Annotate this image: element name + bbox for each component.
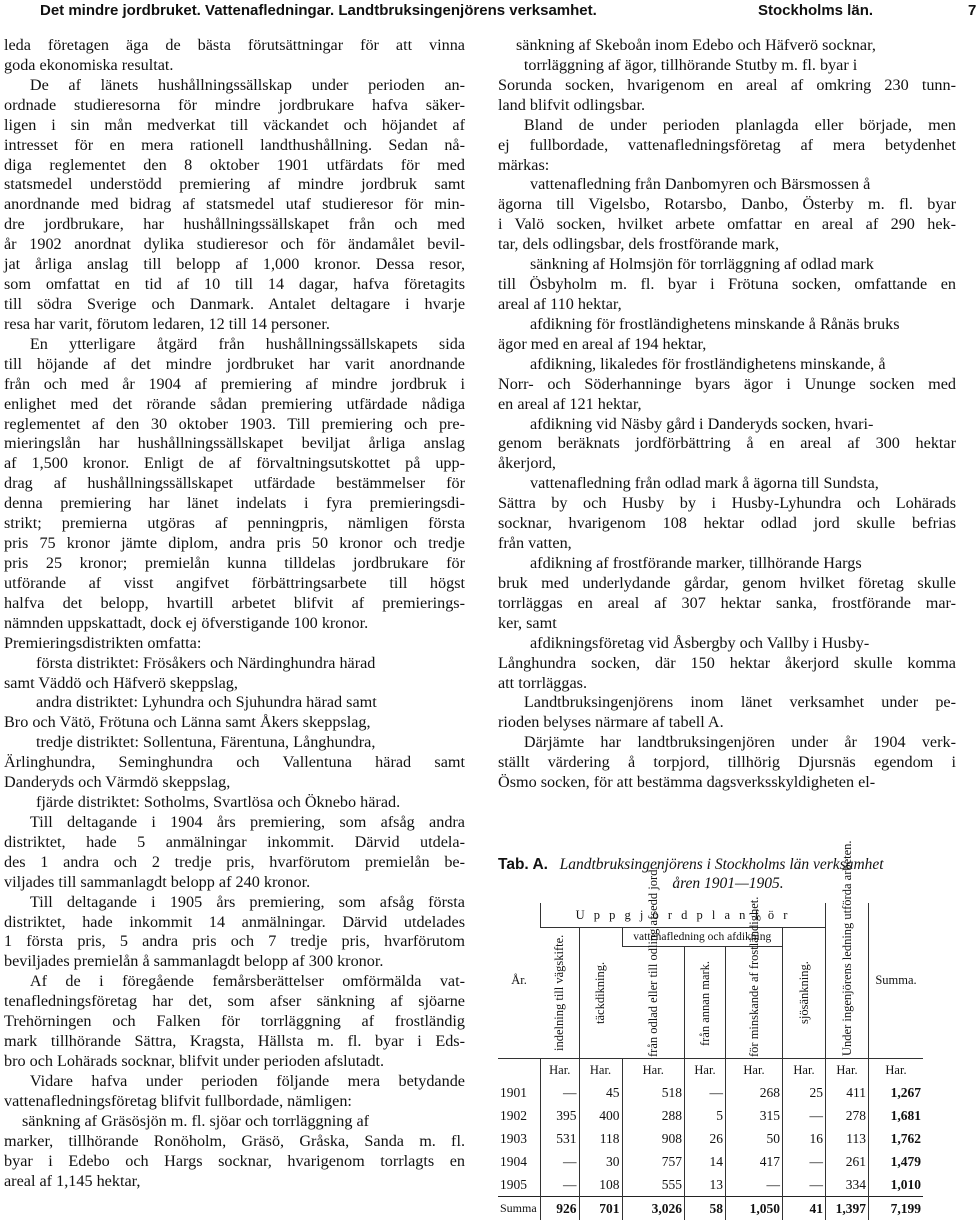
text-line: Till deltagande i 1904 års premiering, som afsåg andra	[4, 813, 465, 833]
paragraph	[498, 654, 956, 694]
value-cell: 555	[622, 1173, 685, 1197]
value-cell: 268	[726, 1081, 783, 1104]
text-line: afdikning för frostländighetens minskande å Rånäs bruks	[530, 315, 956, 335]
text-line: viljades till sammanlagdt belopp af 240 kronor.	[4, 873, 465, 893]
text-line: att torrläggas.	[498, 674, 956, 694]
text-line: fjärde distriktet: Sotholms, Svartlösa och Öknebo härad.	[36, 793, 465, 813]
text-line: areal af 110 hektar,	[498, 295, 956, 315]
paragraph	[498, 574, 956, 634]
value-cell: 1,681	[869, 1104, 924, 1127]
unit-cell: Har.	[541, 1059, 580, 1082]
text-line: från vatten,	[498, 534, 956, 554]
unit-row	[498, 1059, 923, 1082]
value-cell: 25	[783, 1081, 826, 1104]
text-line: beviljades premielån å sammanlagdt belopp af 300 kronor.	[4, 952, 465, 972]
paragraph	[4, 76, 465, 335]
value-cell: 411	[826, 1081, 869, 1104]
text-line: torrläggas en areal af 307 hektar sanka, frostförande mar-	[498, 594, 956, 614]
value-cell: —	[541, 1081, 580, 1104]
text-line: nämnden uppskattadt, dock ej öfverstigande 100 kronor.	[4, 614, 465, 634]
col-header-5: för minskande af frostländighet.	[726, 947, 783, 1059]
text-line: första distriktet: Frösåkers och Närdinghundra härad	[36, 654, 465, 674]
text-line: marker, tillhörande Ronöholm, Gräsö, Gråska, Sanda m. fl.	[4, 1132, 465, 1152]
paragraph	[498, 56, 956, 76]
paragraph	[498, 693, 956, 733]
value-cell: 45	[579, 1081, 622, 1104]
unit-cell	[498, 1059, 541, 1082]
year-cell: 1905	[498, 1173, 541, 1197]
sum-label: Summa	[498, 1197, 541, 1220]
text-line: år 1902 anordnat dylika studieresor och för ändamålet bevil-	[4, 235, 465, 255]
text-line: till södra Sverige och Danmark. Antalet deltagare i hvarje	[4, 295, 465, 315]
value-cell: —	[783, 1104, 826, 1127]
unit-cell: Har.	[783, 1059, 826, 1082]
unit-cell: Har.	[869, 1059, 924, 1082]
value-cell: 531	[541, 1127, 580, 1150]
sum-cell: 3,026	[622, 1197, 685, 1220]
col-header-4: från annan mark.	[685, 947, 726, 1059]
paragraph	[4, 693, 465, 713]
value-cell: 113	[826, 1127, 869, 1150]
text-line: torrläggning af ägor, tillhörande Stutby m. fl. byar i	[524, 56, 956, 76]
text-line: från och med år 1904 af premiering af mindre jordbruk i	[4, 375, 465, 395]
text-line: åkerjord,	[498, 454, 956, 474]
unit-cell: Har.	[579, 1059, 622, 1082]
text-line: pris 75 kronor jämte diplom, andra pris 50 kronor och tredje	[4, 534, 465, 554]
value-cell: —	[783, 1173, 826, 1197]
text-line: afdikning, likaledes för frostländighetens minskande, å	[530, 355, 956, 375]
paragraph	[498, 195, 956, 255]
text-line: distriktet, hade inkommit 14 anmälningar. Därvid utdelades	[4, 913, 465, 933]
text-line: Till deltagande i 1905 års premiering, som afsåg första	[4, 893, 465, 913]
col-ledning-header: Under ingenjörens ledning utförda arbeten.	[826, 903, 869, 1059]
text-line: denna premiering har länet indelats i fyra premieringsdi-	[4, 494, 465, 514]
right-column	[498, 36, 956, 793]
header-title: Det mindre jordbruket. Vattenafledningar. Landtbruksingenjörens verksamhet.	[40, 2, 597, 19]
value-cell: 518	[622, 1081, 685, 1104]
value-cell: 757	[622, 1150, 685, 1173]
text-line: intresset för en mera rationell landthushållning. Sedan nå-	[4, 136, 465, 156]
table-row	[498, 1081, 923, 1104]
text-line: vattenafledningsföretag blifvit fullbordade, nämligen:	[4, 1092, 465, 1112]
value-cell: 108	[579, 1173, 622, 1197]
table-title: Landtbruksingenjörens i Stockholms län verksamhet	[560, 856, 884, 873]
text-line: Därjämte har landtbruksingenjören under år 1904 verk-	[498, 733, 956, 753]
text-line: bro och Lohärads socknar, blifvit under perioden afslutadt.	[4, 1052, 465, 1072]
text-line: ägor med en areal af 194 hektar,	[498, 335, 956, 355]
text-line: leda företagen äga de bästa förutsättningar för att vinna	[4, 36, 465, 56]
text-line: des 1 andra och 2 tredje pris, hvarförutom premielån be-	[4, 853, 465, 873]
value-cell: 278	[826, 1104, 869, 1127]
text-line: tredje distriktet: Sollentuna, Färentuna, Långhundra,	[36, 733, 465, 753]
col-header-6: sjösänkning.	[783, 928, 826, 1059]
text-line: Bland de under perioden planlagda eller började, men	[498, 116, 956, 136]
paragraph	[4, 813, 465, 893]
paragraph	[498, 275, 956, 315]
text-line: afdikning af frostförande marker, tillhörande Hargs	[530, 554, 956, 574]
value-cell: 261	[826, 1150, 869, 1173]
sum-row	[498, 1197, 923, 1220]
text-line: Vidare hafva under perioden följande mera betydande	[4, 1072, 465, 1092]
paragraph	[498, 36, 956, 56]
value-cell: 334	[826, 1173, 869, 1197]
sum-cell: 41	[783, 1197, 826, 1220]
paragraph	[4, 634, 465, 654]
group-header: U p p g j o r d p l a n f ö r	[541, 903, 826, 928]
text-line: Ärlinghundra, Seminghundra och Vallentuna härad samt	[4, 753, 465, 773]
paragraph	[498, 355, 956, 375]
paragraph	[498, 315, 956, 335]
paragraph	[4, 972, 465, 1072]
paragraph	[498, 554, 956, 574]
text-line: De af länets hushållningssällskap under perioden an-	[4, 76, 465, 96]
text-line: land blifvit odlingsbar.	[498, 96, 956, 116]
text-line: ställt värdering å torpjord, tillhörig Djursnäs egendom i	[498, 753, 956, 773]
paragraph	[4, 36, 465, 76]
value-cell: 288	[622, 1104, 685, 1127]
paragraph	[4, 654, 465, 674]
text-line: jat årliga anslag till belopp af 1,000 kronor. Dessa resor,	[4, 255, 465, 275]
value-cell: —	[685, 1081, 726, 1104]
value-cell: 50	[726, 1127, 783, 1150]
paragraph	[4, 793, 465, 813]
text-line: goda ekonomiska resultat.	[4, 56, 465, 76]
paragraph	[498, 494, 956, 554]
text-line: Sorunda socken, hvarigenom en areal af omkring 230 tunn-	[498, 76, 956, 96]
running-header	[40, 0, 944, 22]
table-subtitle: åren 1901—1905.	[498, 874, 958, 893]
value-cell: 30	[579, 1150, 622, 1173]
text-line: anordnande med bidrag af statsmedel utaf studieresor för min-	[4, 195, 465, 215]
text-line: distriktet, hade 5 anmälningar inkommit. Därvid utdela-	[4, 833, 465, 853]
text-line: Sättra by och Husby by i Husby-Lyhundra och Lohärads	[498, 494, 956, 514]
text-line: ligen i sin mån medverkat till väckandet och höjandet af	[4, 116, 465, 136]
page-number: 7	[968, 2, 976, 19]
unit-cell: Har.	[622, 1059, 685, 1082]
paragraph	[4, 335, 465, 634]
text-line: afdikningsföretag vid Åsbergby och Vallby i Husby-	[530, 634, 956, 654]
text-line: vattenafledning från odlad mark å ägorna till Sundsta,	[530, 474, 956, 494]
value-cell: —	[541, 1150, 580, 1173]
text-line: Ösmo socken, för att bestämma dagsverksskyldigheten el-	[498, 773, 956, 793]
paragraph	[498, 634, 956, 654]
paragraph	[4, 893, 465, 973]
text-line: drag af hushållningssällskapet utfärdade bestämmelser för	[4, 474, 465, 494]
sub-header: vattenafledning och afdikning	[622, 928, 783, 947]
paragraph	[4, 674, 465, 694]
text-line: Landtbruksingenjörens inom länet verksamhet under pe-	[498, 693, 956, 713]
text-line: ker, samt	[498, 614, 956, 634]
year-cell: 1902	[498, 1104, 541, 1127]
value-cell: 118	[579, 1127, 622, 1150]
value-cell: 395	[541, 1104, 580, 1127]
paragraph	[498, 415, 956, 435]
col-year-header: År.	[498, 903, 541, 1059]
table-row	[498, 1173, 923, 1197]
value-cell: 1,010	[869, 1173, 924, 1197]
value-cell: 13	[685, 1173, 726, 1197]
header-county: Stockholms län.	[758, 2, 873, 19]
year-cell: 1904	[498, 1150, 541, 1173]
text-line: dre jordbrukare, har hushållningssällskapet från och med	[4, 215, 465, 235]
sum-cell: 1,397	[826, 1197, 869, 1220]
text-line: reglementet af den 30 oktober 1903. Till premiering och pre-	[4, 415, 465, 435]
text-line: 1 första pris, 5 andra pris och 7 tredje pris, hvarförutom	[4, 932, 465, 952]
text-line: till höjande af det mindre jordbruket har varit anordnande	[4, 355, 465, 375]
text-line: sänkning af Skeboån inom Edebo och Häfverö socknar,	[516, 36, 956, 56]
text-line: Bro och Vätö, Frötuna och Länna samt Åkers skeppslag,	[4, 713, 465, 733]
text-line: som omfattat en tid af 10 till 14 dagar, hafva företagits	[4, 275, 465, 295]
text-line: andra distriktet: Lyhundra och Sjuhundra härad samt	[36, 693, 465, 713]
paragraph	[4, 733, 465, 753]
paragraph	[4, 753, 465, 793]
text-line: Af de i föregående femårsberättelser omförmälda vat-	[4, 972, 465, 992]
value-cell: 5	[685, 1104, 726, 1127]
text-line: sänkning af Gräsösjön m. fl. sjöar och torrläggning af	[22, 1112, 465, 1132]
text-line: Danderyds och Värmdö skeppslag,	[4, 773, 465, 793]
col-header-3: från odlad eller till odling afsedd jord.	[622, 947, 685, 1059]
paragraph	[498, 335, 956, 355]
text-line: Trehörningen och Falken för torrläggning af frostländig	[4, 1012, 465, 1032]
table-caption	[498, 855, 958, 893]
text-line: ägorna till Vigelsbo, Rotarsbo, Danbo, Österby m. fl. byar	[498, 195, 956, 215]
paragraph	[4, 1072, 465, 1112]
paragraph	[498, 175, 956, 195]
text-line: mieringslån har hushållningssällskapet beviljat årliga anslag	[4, 434, 465, 454]
text-line: ordnade studieresorna för mindre jordbrukare hafva säker-	[4, 96, 465, 116]
table-row	[498, 1104, 923, 1127]
table-row	[498, 1127, 923, 1150]
sum-cell: 58	[685, 1197, 726, 1220]
value-cell: —	[783, 1150, 826, 1173]
value-cell: —	[726, 1173, 783, 1197]
unit-cell: Har.	[685, 1059, 726, 1082]
text-line: mark tillhörande Sättra, Kragsta, Hällsta m. fl. byar i Eds-	[4, 1032, 465, 1052]
text-line: genom beräknats jordförbättring å en areal af 300 hektar	[498, 434, 956, 454]
text-line: en areal af 121 hektar,	[498, 395, 956, 415]
table-row	[498, 1150, 923, 1173]
text-line: Norr- och Söderhanninge byars ägor i Ununge socken med	[498, 375, 956, 395]
paragraph	[498, 434, 956, 474]
text-line: samt Väddö och Häfverö skeppslag,	[4, 674, 465, 694]
text-line: areal af 1,145 hektar,	[4, 1172, 465, 1192]
value-cell: 1,762	[869, 1127, 924, 1150]
table-a	[498, 903, 923, 1220]
text-line: En ytterligare åtgärd från hushållningssällskapets sida	[4, 335, 465, 355]
text-line: till Ösbyholm m. fl. byar i Frötuna socken, omfattande en	[498, 275, 956, 295]
text-line: resa har varit, förutom ledaren, 12 till 14 personer.	[4, 315, 465, 335]
paragraph	[498, 255, 956, 275]
text-line: tar, dels odlingsbar, dels frostförande mark,	[498, 235, 956, 255]
text-line: af 1,500 kronor. Enligt de af förvaltningsutskottet på upp-	[4, 454, 465, 474]
text-line: byar i Edebo och Hargs socknar, hvarigenom torrlagts en	[4, 1152, 465, 1172]
sum-cell: 1,050	[726, 1197, 783, 1220]
col-summa-header: Summa.	[869, 903, 924, 1059]
text-line: märkas:	[498, 156, 956, 176]
value-cell: —	[541, 1173, 580, 1197]
value-cell: 26	[685, 1127, 726, 1150]
sum-cell: 926	[541, 1197, 580, 1220]
sum-cell: 7,199	[869, 1197, 924, 1220]
table-body	[498, 1059, 923, 1220]
value-cell: 1,267	[869, 1081, 924, 1104]
text-line: rioden belyses närmare af tabell A.	[498, 713, 956, 733]
value-cell: 908	[622, 1127, 685, 1150]
value-cell: 315	[726, 1104, 783, 1127]
text-line: Långhundra socken, där 150 hektar åkerjord skulle komma	[498, 654, 956, 674]
text-line: strikt; premierna utgöras af penningpris, nämligen första	[4, 514, 465, 534]
paragraph	[498, 375, 956, 415]
year-cell: 1901	[498, 1081, 541, 1104]
paragraph	[4, 1132, 465, 1192]
value-cell: 1,479	[869, 1150, 924, 1173]
statistics-table	[498, 903, 960, 1220]
text-line: vattenafledning från Danbomyren och Bärsmossen å	[530, 175, 956, 195]
text-line: Premieringsdistrikten omfatta:	[4, 634, 465, 654]
paragraph	[4, 713, 465, 733]
col-header-1: indelning till vägskifte.	[541, 928, 580, 1059]
text-line: utförande af visst angifvet förbättringsarbete till högst	[4, 574, 465, 594]
text-line: statsmedel understödd premiering af mindre jordbruk samt	[4, 175, 465, 195]
year-cell: 1903	[498, 1127, 541, 1150]
value-cell: 417	[726, 1150, 783, 1173]
value-cell: 14	[685, 1150, 726, 1173]
text-line: bruk med underlydande gårdar, genom hvilket företag skulle	[498, 574, 956, 594]
left-column	[4, 36, 465, 1191]
paragraph	[498, 76, 956, 116]
text-line: afdikning vid Näsby gård i Danderyds socken, hvari-	[530, 415, 956, 435]
text-line: diga reglementet den 8 oktober 1901 utfärdats för med	[4, 156, 465, 176]
table-label: Tab. A.	[498, 856, 548, 873]
text-line: halfva det belopp, hvartill arbetet blifvit af premierings-	[4, 594, 465, 614]
text-line: i Valö socken, hvilket arbete omfattar en areal af 290 hek-	[498, 215, 956, 235]
sum-cell: 701	[579, 1197, 622, 1220]
paragraph	[4, 1112, 465, 1132]
text-line: tenafledningsföretag har det, som afser sänkning af sjöarne	[4, 992, 465, 1012]
text-line: socknar, hvarigenom 108 hektar odlad jord skulle befrias	[498, 514, 956, 534]
text-line: pris 25 kronor; premielån kunna tilldelas jordbrukare för	[4, 554, 465, 574]
value-cell: 16	[783, 1127, 826, 1150]
paragraph	[498, 474, 956, 494]
text-line: ej fullbordade, vattenafledningsföretag af mera betydenhet	[498, 136, 956, 156]
text-line: sänkning af Holmsjön för torrläggning af odlad mark	[530, 255, 956, 275]
text-line: enlighet med det rörande sådan premiering utfärdade nådiga	[4, 395, 465, 415]
paragraph	[498, 733, 956, 793]
unit-cell: Har.	[826, 1059, 869, 1082]
value-cell: 400	[579, 1104, 622, 1127]
paragraph	[498, 116, 956, 176]
unit-cell: Har.	[726, 1059, 783, 1082]
col-header-2: täckdikning.	[579, 928, 622, 1059]
